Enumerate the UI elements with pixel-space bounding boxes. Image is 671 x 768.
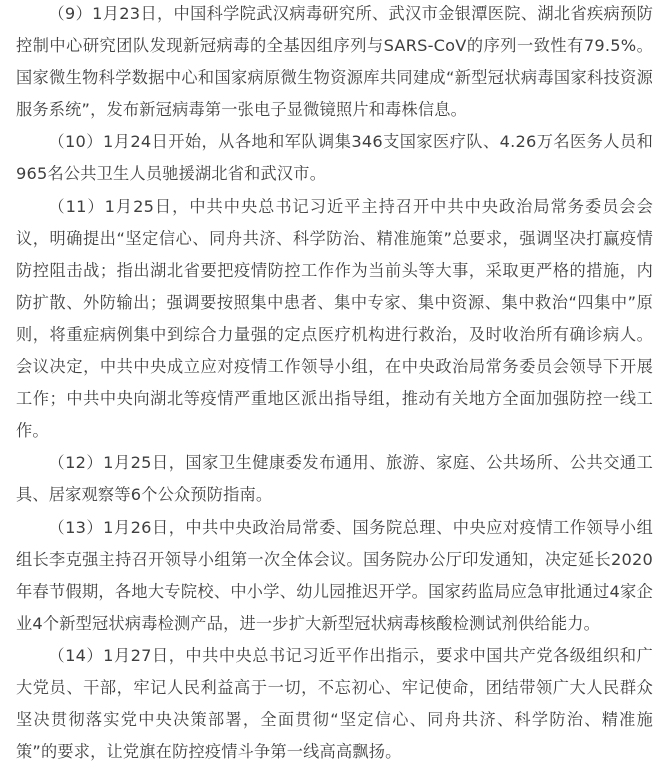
paragraph-item-11: （11）1月25日，中共中央总书记习近平主持召开中共中央政治局常务委员会会议，明确提出“坚定信心、同舟共济、科学防治、精准施策”总要求，强调坚决打赢疫情防控阻击战；指出湖北省要把疫情防控工作作为当前头等大事，采取更严格的措施，内防扩散、外防输出；强调要按照集中患者、集中专家、集中资源、集中救治“四集中”原则，将重症病例集中到综合力量强的定点医疗机构进行救治，及时收治所有确诊病人。会议决定，中共中央成立应对疫情工作领导小组，在中央政治局常务委员会领导下开展工作；中共中央向湖北等疫情严重地区派出指导组，推动有关地方全面加强防控一线工作。 xyxy=(16,196,653,441)
paragraph-item-9: （9）1月23日，中国科学院武汉病毒研究所、武汉市金银潭医院、湖北省疾病预防控制中心研究团队发现新冠病毒的全基因组序列与SARS-CoV的序列一致性有79.5%。国家微生物科学数据中心和国家病原微生物资源库共同建成“新型冠状病毒国家科技资源服务系统”，发布新冠病毒第一张电子显微镜照片和毒株信息。 xyxy=(16,4,653,120)
paragraph-item-10: （10）1月24日开始，从各地和军队调集346支国家医疗队、4.26万名医务人员和965名公共卫生人员驰援湖北省和武汉市。 xyxy=(16,132,653,184)
paragraph-item-12: （12）1月25日，国家卫生健康委发布通用、旅游、家庭、公共场所、公共交通工具、居家观察等6个公众预防指南。 xyxy=(16,453,653,505)
paragraph-item-13: （13）1月26日，中共中央政治局常委、国务院总理、中央应对疫情工作领导小组组长李克强主持召开领导小组第一次全体会议。国务院办公厅印发通知，决定延长2020年春节假期，各地大专院校、中小学、幼儿园推迟开学。国家药监局应急审批通过4家企业4个新型冠状病毒检测产品，进一步扩大新型冠状病毒核酸检测试剂供给能力。 xyxy=(16,517,653,633)
paragraph-item-14: （14）1月27日，中共中央总书记习近平作出指示，要求中国共产党各级组织和广大党员、干部，牢记人民利益高于一切，不忘初心、牢记使命，团结带领广大人民群众坚决贯彻落实党中央决策部署，全面贯彻“坚定信心、同舟共济、科学防治、精准施策”的要求，让党旗在防控疫情斗争第一线高高飘扬。 xyxy=(16,645,653,762)
